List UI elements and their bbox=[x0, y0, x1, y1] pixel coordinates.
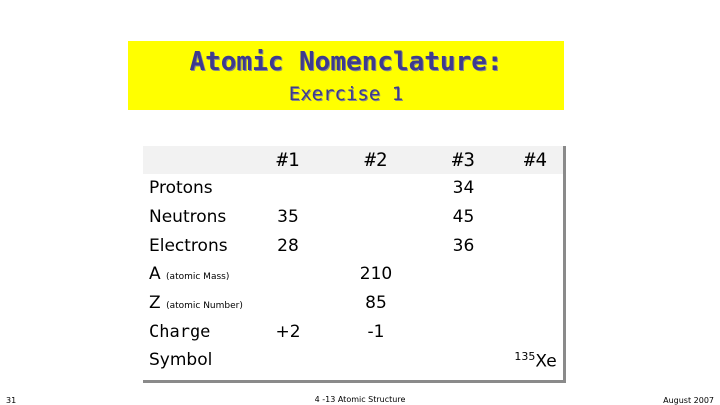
table-row bbox=[143, 203, 563, 232]
row-note-atomic-number: (atomic Number) bbox=[166, 301, 243, 312]
row-label-protons: Protons bbox=[149, 178, 213, 199]
header-col-3: #3 bbox=[452, 149, 475, 171]
page-number: 31 bbox=[6, 396, 17, 405]
cell: 34 bbox=[452, 178, 475, 199]
row-label-atomic-mass: A (atomic Mass) bbox=[149, 264, 230, 285]
row-label-neutrons: Neutrons bbox=[149, 207, 227, 228]
symbol-element: Xe bbox=[535, 351, 557, 372]
title-banner bbox=[128, 41, 564, 110]
table-row bbox=[143, 174, 563, 203]
cell bbox=[333, 174, 419, 203]
symbol-cell-4 bbox=[508, 346, 563, 375]
symbol-mass-number: 135 bbox=[514, 349, 536, 363]
table-row bbox=[143, 317, 563, 346]
row-label-symbol: Symbol bbox=[149, 350, 213, 371]
table-row bbox=[143, 289, 563, 318]
cell bbox=[243, 289, 333, 318]
cell bbox=[333, 346, 419, 375]
cell: 85 bbox=[365, 293, 387, 314]
header-col-1: #1 bbox=[276, 149, 300, 171]
cell bbox=[419, 317, 508, 346]
cell bbox=[419, 289, 508, 318]
cell: 210 bbox=[359, 264, 393, 285]
cell bbox=[419, 260, 508, 289]
cell bbox=[243, 174, 333, 203]
cell bbox=[333, 231, 419, 260]
row-label-charge: Charge bbox=[149, 321, 211, 342]
exercise-table-panel bbox=[143, 146, 566, 383]
header-corner bbox=[143, 146, 243, 174]
date-footer: August 2007 bbox=[663, 396, 714, 405]
row-label-atomic-number: Z (atomic Number) bbox=[149, 293, 243, 314]
table-row bbox=[143, 231, 563, 260]
cell bbox=[508, 203, 563, 232]
exercise-table bbox=[143, 146, 563, 375]
course-footer: 4 -13 Atomic Structure bbox=[314, 395, 406, 404]
cell: +2 bbox=[275, 321, 301, 342]
cell bbox=[508, 231, 563, 260]
cell: 45 bbox=[452, 207, 475, 228]
cell bbox=[419, 346, 508, 375]
cell bbox=[508, 289, 563, 318]
table-header-row bbox=[143, 146, 563, 174]
cell bbox=[333, 203, 419, 232]
cell: 28 bbox=[277, 235, 299, 256]
cell: -1 bbox=[367, 321, 385, 342]
cell bbox=[243, 346, 333, 375]
header-col-4: #4 bbox=[524, 149, 547, 171]
table-row bbox=[143, 260, 563, 289]
row-note-atomic-mass: (atomic Mass) bbox=[166, 272, 230, 283]
slide-title: Atomic Nomenclature: bbox=[189, 47, 503, 77]
cell bbox=[243, 260, 333, 289]
cell bbox=[508, 174, 563, 203]
table-row bbox=[143, 346, 563, 375]
header-col-2: #2 bbox=[364, 149, 388, 171]
cell bbox=[508, 260, 563, 289]
cell: 36 bbox=[452, 235, 475, 256]
cell bbox=[508, 317, 563, 346]
row-label-electrons: Electrons bbox=[149, 235, 228, 256]
slide-subtitle: Exercise 1 bbox=[288, 83, 404, 105]
cell: 35 bbox=[277, 207, 299, 228]
